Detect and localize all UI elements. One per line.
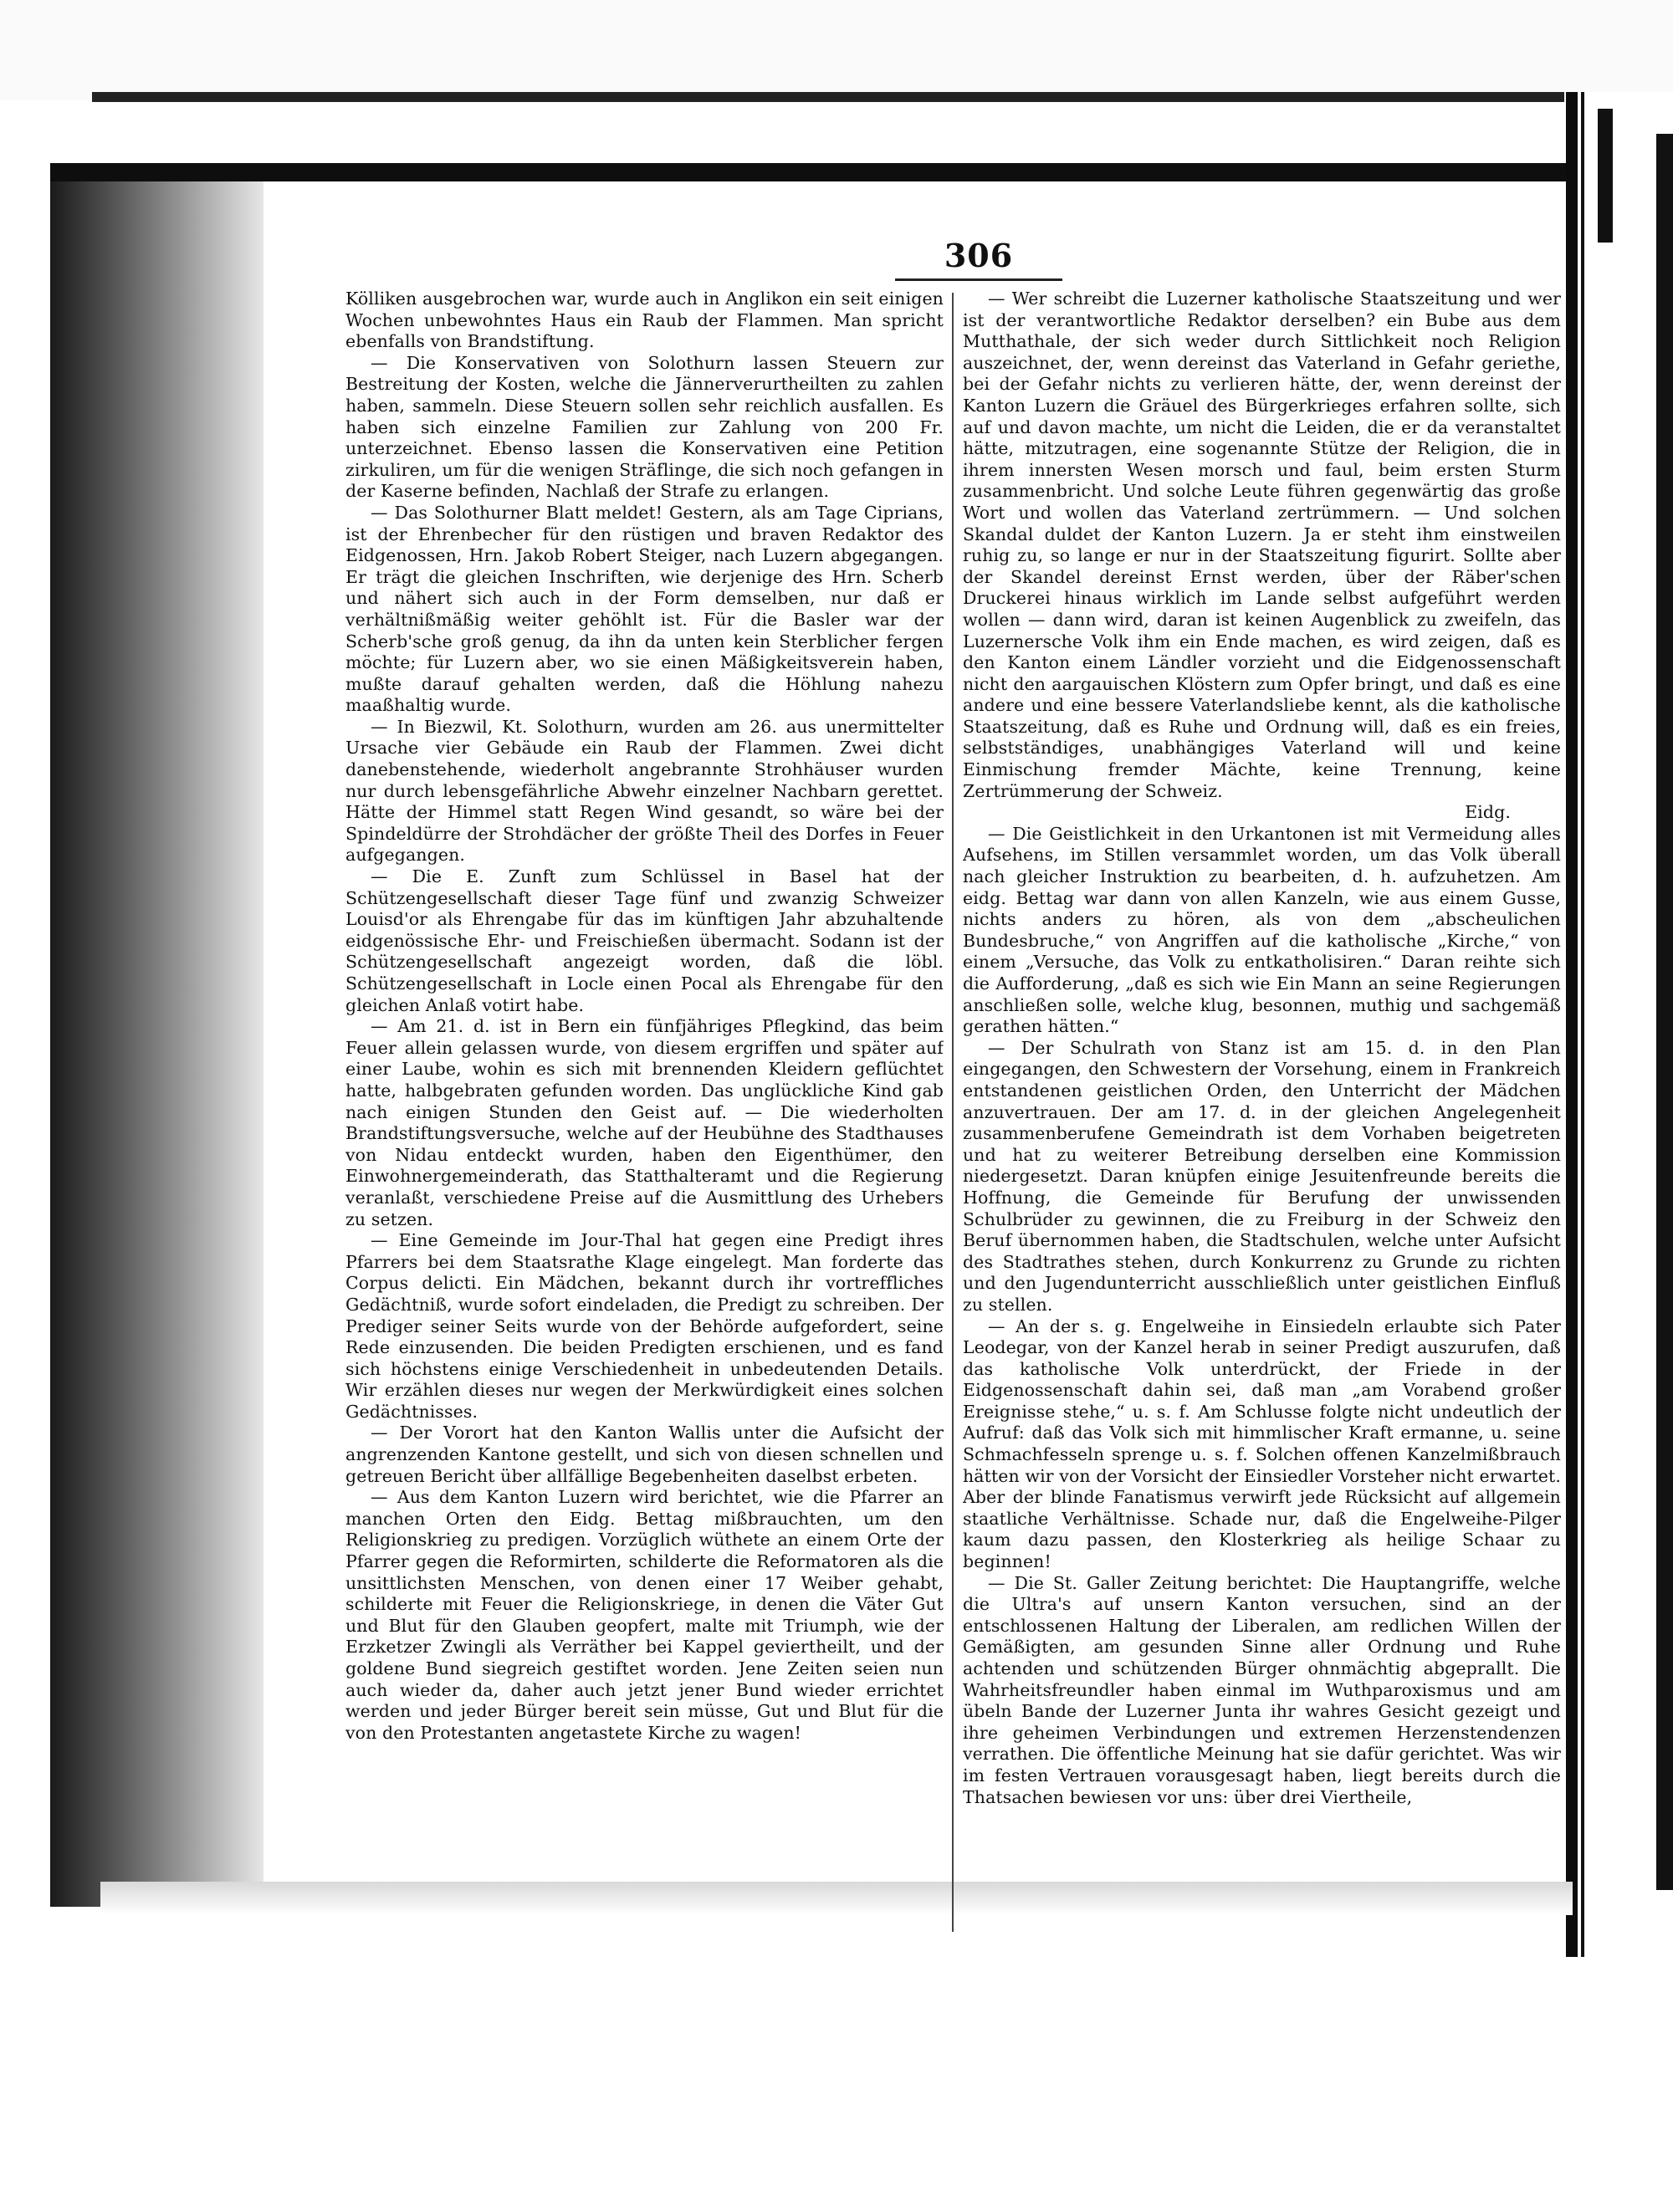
page-number-rule <box>895 278 1062 281</box>
article-paragraph: — Wer schreibt die Luzerner katholische Staatszeitung und wer ist der verantwortliche Redaktor derselben? ein Bube aus dem Mutthathale, der sich weder durch Sittlichkeit noch Religion auszeichnet, der, wenn dereinst das Vaterland in Gefahr geriethe, bei der Gefahr nichts zu verlieren hätte, der, wenn dereinst der Kanton Luzern die Gräuel des Bürgerkrieges erfahren sollte, sich auf und davon machte, um nicht die Leiden, die er da veranstaltet hätte, mitzutragen, eine sogenannte Stütze der Religion, die in ihrem innersten Wesen morsch und faul, beim ersten Sturm zusammenbricht. Und solche Leute führen gegenwärtig das große Wort und wollen das Vaterland zertrümmern. — Und solchen Skandal duldet der Kanton Luzern. Ja er steht ihm einstweilen ruhig zu, so lange er nur in der Staatszeitung figurirt. Sollte aber der Skandel dereinst Ernst werden, über der Räber'schen Druckerei hinaus wirklich im Lande selbst aufgeführt werden wollen — dann wird, daran ist keinen Augenblick zu zweifeln, das Luzernersche Volk ihm ein Ende machen, es wird zeigen, daß es den Kanton einem Ländler vorzieht und die Eidgenossenschaft nicht den aargauischen Klöstern zum Opfer bringt, und daß es eine andere und eine bessere Vaterlandsliebe kennt, als die katholische Staatszeitung, daß es Ruhe und Ordnung will, daß es ein freies, selbstständiges, unabhängiges Vaterland will und keine Einmischung fremder Mächte, keine Trennung, keine Zertrümmerung der Schweiz. <box>963 289 1561 801</box>
article-paragraph: — Die Geistlichkeit in den Urkantonen ist mit Vermeidung alles Aufsehens, im Stillen versammlet worden, um das Volk überall nach gleicher Instruktion zu bearbeiten, d. h. aufzuhetzen. Am eidg. Bettag war dann von allen Kanzeln, wie aus einem Gusse, nichts anders zu hören, als von dem „abscheulichen Bundesbruche,“ von Angriffen auf die katholische „Kirche,“ von einem „Versuche, das Volk zu entkatholisiren.“ Daran reihte sich die Aufforderung, „daß es sich wie Ein Mann an seine Regierungen anschließen solle, welche klug, besonnen, muthig und sachgemäß gerathen hätten.“ <box>963 823 1561 1037</box>
scan-top-margin <box>0 0 1673 100</box>
left-column <box>345 289 944 1936</box>
article-paragraph: — An der s. g. Engelweihe in Einsiedeln erlaubte sich Pater Leodegar, von der Kanzel herab in seiner Predigt auszurufen, daß das katholische Volk unterdrückt, der Friede in der Eidgenossenschaft dahin sei, daß man „am Vorabend großer Ereignisse stehe,“ u. s. f. Am Schlusse folgte nicht undeutlich der Aufruf: daß das Volk sich mit himmlischer Kraft ermanne, u. seine Schmachfesseln sprenge u. s. f. Solchen offenen Kanzelmißbrauch hätten wir von der Vorsicht der Einsiedler Vorsteher nicht erwartet. Aber der blinde Fanatismus verwirft jede Rücksicht auf allgemein staatliche Verhältnisse. Schade nur, daß die Engelweihe-Pilger kaum dazu passen, den Klosterkrieg als heilige Schaar zu beginnen! <box>963 1315 1561 1572</box>
article-paragraph: Kölliken ausgebrochen war, wurde auch in Anglikon ein seit einigen Wochen unbewohntes Haus ein Raub der Flammen. Man spricht ebenfalls von Brandstiftung. <box>345 289 944 352</box>
article-paragraph: — Die Konservativen von Solothurn lassen Steuern zur Bestreitung der Kosten, welche die Jännerverurtheilten zu zahlen haben, sammeln. Diese Steuern sollen sehr reichlich ausfallen. Es haben sich einzelne Familien zur Zahlung von 200 Fr. unterzeichnet. Ebenso lassen die Konservativen eine Petition zirkuliren, um für die wenigen Sträflinge, die sich noch gefangen in der Kaserne befinden, Nachlaß der Strafe zu erlangen. <box>345 352 944 502</box>
article-paragraph: — Der Schulrath von Stanz ist am 15. d. in den Plan eingegangen, den Schwestern der Vorsehung, einem in Frankreich entstandenen geistlichen Orden, den Unterricht der Mädchen anzuvertrauen. Der am 17. d. in der gleichen Angelegenheit zusammenberufene Gemeindrath ist dem Vorhaben beigetreten und hat zu weiterer Betreibung derselben eine Kommission niedergesetzt. Daran knüpfen einige Jesuitenfreunde bereits die Hoffnung, die Gemeinde für Berufung der unwissenden Schulbrüder zu gewinnen, die zu Freiburg in der Schweiz den Beruf übernommen haben, die Stadtschulen, welche unter Aufsicht des Stadtrathes stehen, durch Konkurrenz zu Grunde zu richten und den Jugendunterricht ausschließlich unter geistlichen Einfluß zu stellen. <box>963 1037 1561 1315</box>
article-paragraph: — Der Vorort hat den Kanton Wallis unter die Aufsicht der angrenzenden Kantone gestellt, und sich von diesen schnellen und getreuen Bericht über allfällige Begebenheiten daselbst erbeten. <box>345 1423 944 1486</box>
scan-top-shadow <box>92 92 1564 102</box>
article-paragraph: — Die St. Galler Zeitung berichtet: Die Hauptangriffe, welche die Ultra's auf unsern Kanton versuchen, sind an der entschlossenen Haltung der Liberalen, am redlichen Willen der Gemäßigten, am gesunden Sinne aller Ordnung und Ruhe achtenden und schützenden Bürger ohnmächtig abgeprallt. Die Wahrheitsfreundler haben einmal im Wuthparoxismus und am übeln Bande der Luzerner Junta ihr wahres Gesicht gezeigt und ihre geheimen Verbindungen und extremen Herzenstendenzen verrathen. Die öffentliche Meinung hat sie dafür gerichtet. Was wir im festen Vertrauen vorausgesagt haben, liegt bereits durch die Thatsachen bewiesen vor uns: über drei Viertheile, <box>963 1572 1561 1807</box>
page-top-edge <box>50 163 1573 181</box>
article-paragraph: — Eine Gemeinde im Jour-Thal hat gegen eine Predigt ihres Pfarrers bei dem Staatsrathe Klage eingelegt. Man forderte das Corpus delicti. Ein Mädchen, bekannt durch ihr vortreffliches Gedächtniß, wurde sofort eindeladen, die Predigt zu schreiben. Der Prediger seiner Seits wurde von der Behörde aufgefordert, seine Rede einzusenden. Die beiden Predigten erschienen, und es fand sich höchstens einige Verschiedenheit in unbedeutenden Details. Wir erzählen dieses nur wegen der Merkwürdigkeit eines solchen Gedächtnisses. <box>345 1230 944 1422</box>
scan-right-edge <box>1656 134 1673 1890</box>
column-divider <box>952 293 954 1932</box>
article-paragraph: — In Biezwil, Kt. Solothurn, wurden am 26. aus unermittelter Ursache vier Gebäude ein Raub der Flammen. Zwei dicht danebenstehende, wiederholt angebrannte Strohhäuser wurden nur durch lebensgefährliche Abwehr einzelner Nachbarn gerettet. Hätte der Himmel statt Regen Wind gesandt, so wäre bei der Spindeldürre der Strohdächer der größte Theil des Dorfes in Feuer aufgegangen. <box>345 716 944 866</box>
article-paragraph: — Das Solothurner Blatt meldet! Gestern, als am Tage Ciprians, ist der Ehrenbecher für den rüstigen und braven Redaktor des Eidgenossen, Hrn. Jakob Robert Steiger, nach Luzern abgegangen. Er trägt die gleichen Inschriften, wie derjenige des Hrn. Scherb und nähert sich auch in der Form demselben, nur daß er verhältnißmäßig weiter gehöhlt ist. Für die Basler war der Scherb'sche groß genug, da ihn da unten kein Sterblicher fergen möchte; für Luzern aber, wo sie einen Mäßigkeitsverein haben, mußte darauf gehalten werden, daß die Höhlung nahezu maaßhaltig wurde. <box>345 502 944 716</box>
page-gutter <box>1566 92 1578 1957</box>
page-number: 306 <box>944 237 1014 274</box>
right-column <box>963 289 1561 1936</box>
article-signature: Eidg. <box>1465 802 1511 823</box>
article-paragraph: — Aus dem Kanton Luzern wird berichtet, wie die Pfarrer an manchen Orten den Eidg. Bettag mißbrauchten, um den Religionskrieg zu predigen. Vorzüglich wüthete an einem Orte der Pfarrer gegen die Reformirten, schilderte die Reformatoren als die unsittlichsten Menschen, von denen einer 17 Weiber gehabt, schilderte mit Feuer die Religionskriege, in denen die Väter Gut und Blut für den Glauben geopfert, malte mit Triumph, wie der Erzketzer Zwingli als Verräther bei Kappel geviertheilt, und der goldene Bund siegreich gestiftet worden. Jene Zeiten seien nun auch wieder da, daher auch jetzt jener Bund wieder errichtet werden und jeder Bürger bereit sein müsse, Gut und Blut für die von den Protestanten angetastete Kirche zu wagen! <box>345 1487 944 1743</box>
adjacent-page-mark <box>1598 109 1613 243</box>
article-paragraph: — Am 21. d. ist in Bern ein fünfjähriges Pflegkind, das beim Feuer allein gelassen wurde, von diesem ergriffen und später auf einer Laube, wohin es sich mit brennenden Kleidern geflüchtet hatte, halbgebraten gefunden worden. Das unglückliche Kind gab nach einigen Stunden den Geist auf. — Die wiederholten Brandstiftungsversuche, welche auf der Heubühne des Stadthauses von Nidau entdeckt wurden, haben den Eigenthümer, den Einwohnergemeinderath, das Statthalteramt und die Regierung veranlaßt, verschiedene Preise auf die Ausmittlung des Urhebers zu setzen. <box>345 1016 944 1229</box>
article-paragraph: — Die E. Zunft zum Schlüssel in Basel hat der Schützengesellschaft dieser Tage fünf und zwanzig Schweizer Louisd'or als Ehrengabe für das im künftigen Jahr abzuhaltende eidgenössische Ehr- und Freischießen übermacht. Sodann ist der Schützengesellschaft angezeigt worden, daß die löbl. Schützengesellschaft in Locle einen Pocal als Ehrengabe für den gleichen Anlaß votirt habe. <box>345 866 944 1015</box>
book-binding-shadow <box>50 163 263 1907</box>
